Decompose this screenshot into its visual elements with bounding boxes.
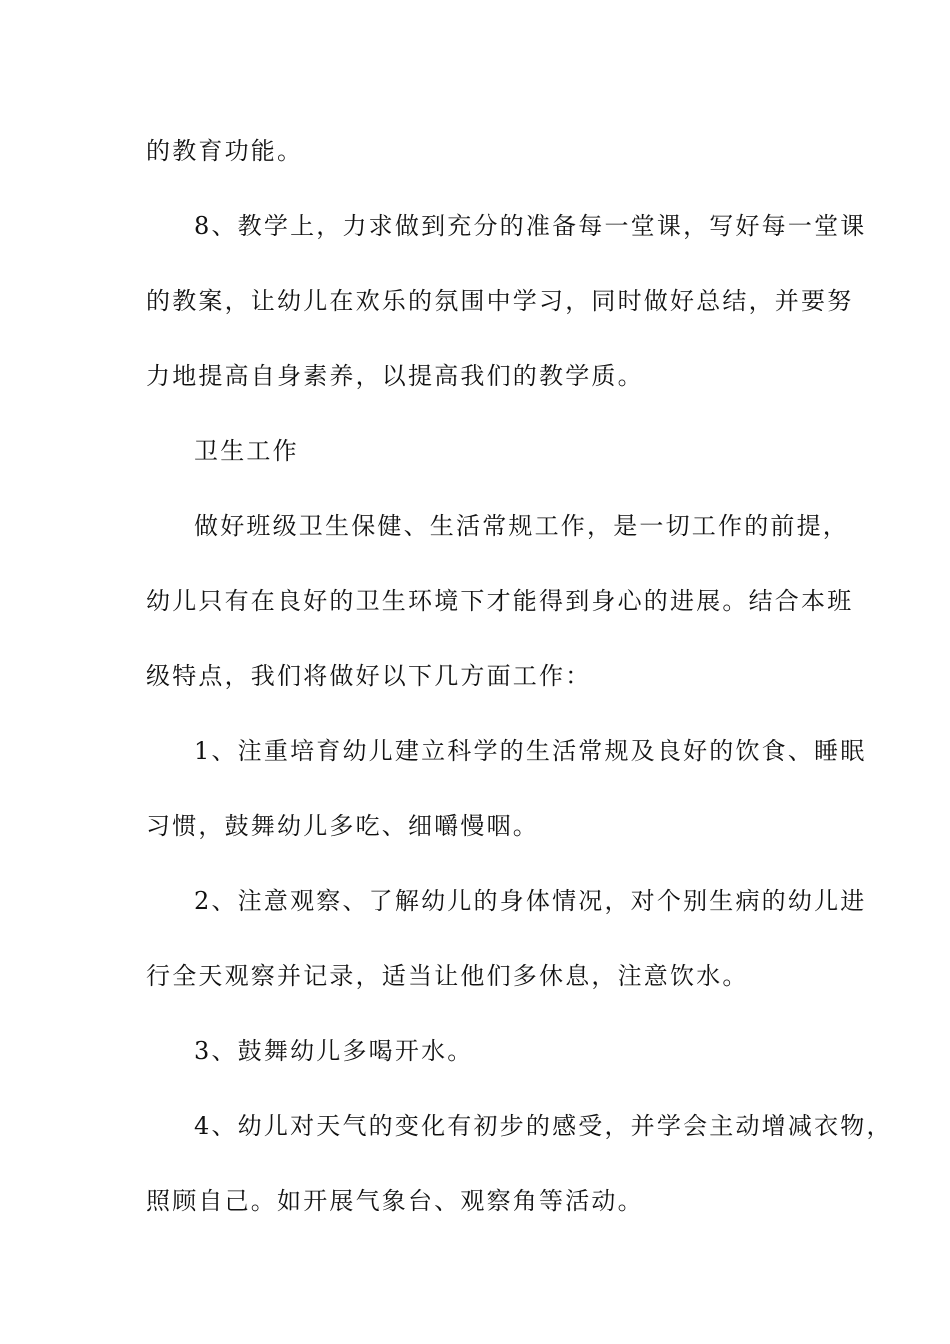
text-line: 8、教学上，力求做到充分的准备每一堂课，写好每一堂课 <box>194 212 867 240</box>
text-line: 的教育功能。 <box>146 137 304 165</box>
text-line: 3、鼓舞幼儿多喝开水。 <box>194 1037 474 1065</box>
text-line: 4、幼儿对天气的变化有初步的感受，并学会主动增减衣物， <box>194 1112 893 1140</box>
text-line: 1、注重培育幼儿建立科学的生活常规及良好的饮食、睡眠 <box>194 737 867 765</box>
text-line: 2、注意观察、了解幼儿的身体情况，对个别生病的幼儿进 <box>194 887 867 915</box>
text-line: 照顾自己。如开展气象台、观察角等活动。 <box>146 1187 644 1215</box>
text-line: 做好班级卫生保健、生活常规工作，是一切工作的前提， <box>194 512 849 540</box>
text-line: 级特点，我们将做好以下几方面工作： <box>146 662 592 690</box>
text-line: 行全天观察并记录，适当让他们多休息，注意饮水。 <box>146 962 749 990</box>
text-line: 幼儿只有在良好的卫生环境下才能得到身心的进展。结合本班 <box>146 587 854 615</box>
text-line: 习惯，鼓舞幼儿多吃、细嚼慢咽。 <box>146 812 539 840</box>
section-heading: 卫生工作 <box>194 437 299 465</box>
text-line: 力地提高自身素养，以提高我们的教学质。 <box>146 362 644 390</box>
text-line: 的教案，让幼儿在欢乐的氛围中学习，同时做好总结，并要努 <box>146 287 854 315</box>
